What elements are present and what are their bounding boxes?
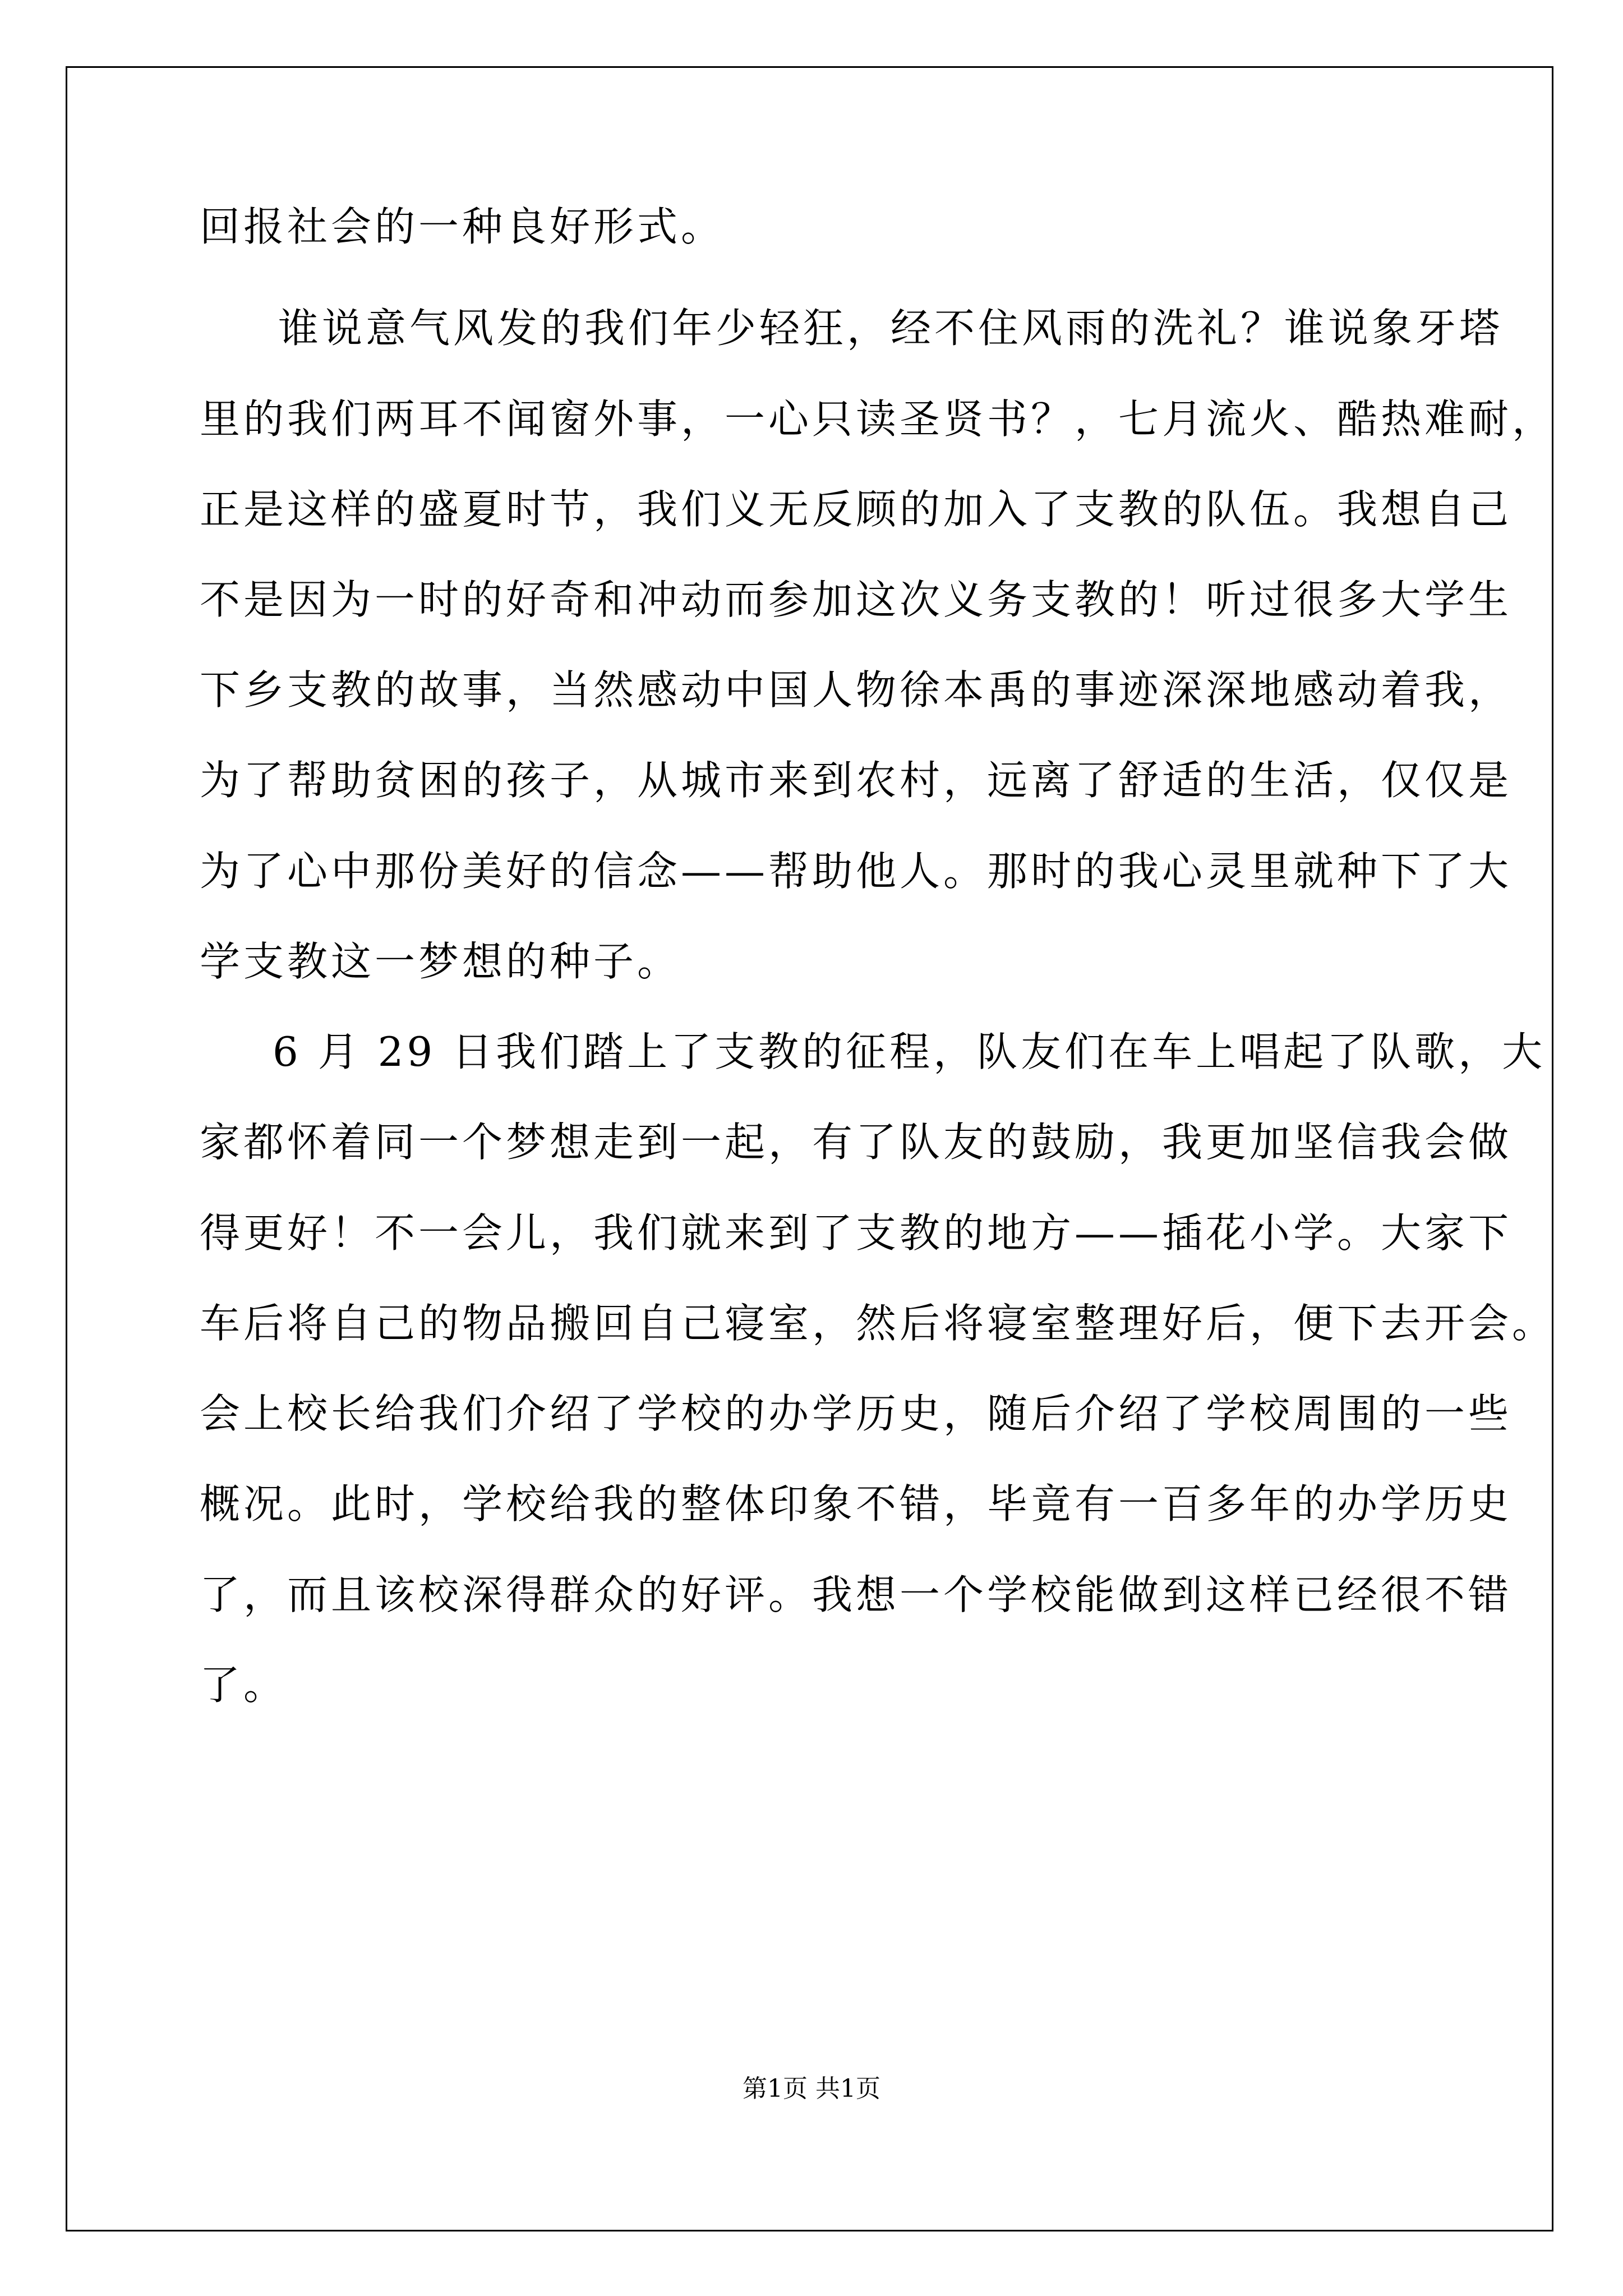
page-number-footer: 第1页 共1页 bbox=[743, 2074, 880, 2103]
text-line: 下乡支教的故事，当然感动中国人物徐本禹的事迹深深地感动着我， bbox=[200, 666, 1513, 714]
text-line: 为了帮助贫困的孩子，从城市来到农村，远离了舒适的生活，仅仅是 bbox=[200, 757, 1513, 804]
text-line: 了，而且该校深得群众的好评。我想一个学校能做到这样已经很不错 bbox=[200, 1571, 1513, 1618]
text-line: 为了心中那份美好的信念——帮助他人。那时的我心灵里就种下了大 bbox=[200, 848, 1513, 895]
text-line: 谁说意气风发的我们年少轻狂，经不住风雨的洗礼？谁说象牙塔 bbox=[278, 305, 1504, 352]
text-line: 会上校长给我们介绍了学校的办学历史，随后介绍了学校周围的一些 bbox=[200, 1390, 1513, 1437]
text-line: 回报社会的一种良好形式。 bbox=[200, 203, 725, 250]
text-line: 正是这样的盛夏时节，我们义无反顾的加入了支教的队伍。我想自己 bbox=[200, 486, 1513, 533]
text-line: 概况。此时，学校给我的整体印象不错，毕竟有一百多年的办学历史 bbox=[200, 1480, 1513, 1527]
text-line: 了。 bbox=[200, 1662, 288, 1709]
text-line: 6 月 29 日我们踏上了支教的征程，队友们在车上唱起了队歌，大 bbox=[273, 1028, 1546, 1075]
text-line: 得更好！不一会儿，我们就来到了支教的地方——插花小学。大家下 bbox=[200, 1209, 1513, 1257]
text-line: 车后将自己的物品搬回自己寝室，然后将寝室整理好后，便下去开会。 bbox=[200, 1300, 1556, 1347]
text-line: 不是因为一时的好奇和冲动而参加这次义务支教的！听过很多大学生 bbox=[200, 576, 1513, 623]
text-line: 里的我们两耳不闻窗外事，一心只读圣贤书？，七月流火、酷热难耐， bbox=[200, 395, 1556, 443]
text-line: 家都怀着同一个梦想走到一起，有了队友的鼓励，我更加坚信我会做 bbox=[200, 1119, 1513, 1166]
text-line: 学支教这一梦想的种子。 bbox=[200, 938, 681, 985]
